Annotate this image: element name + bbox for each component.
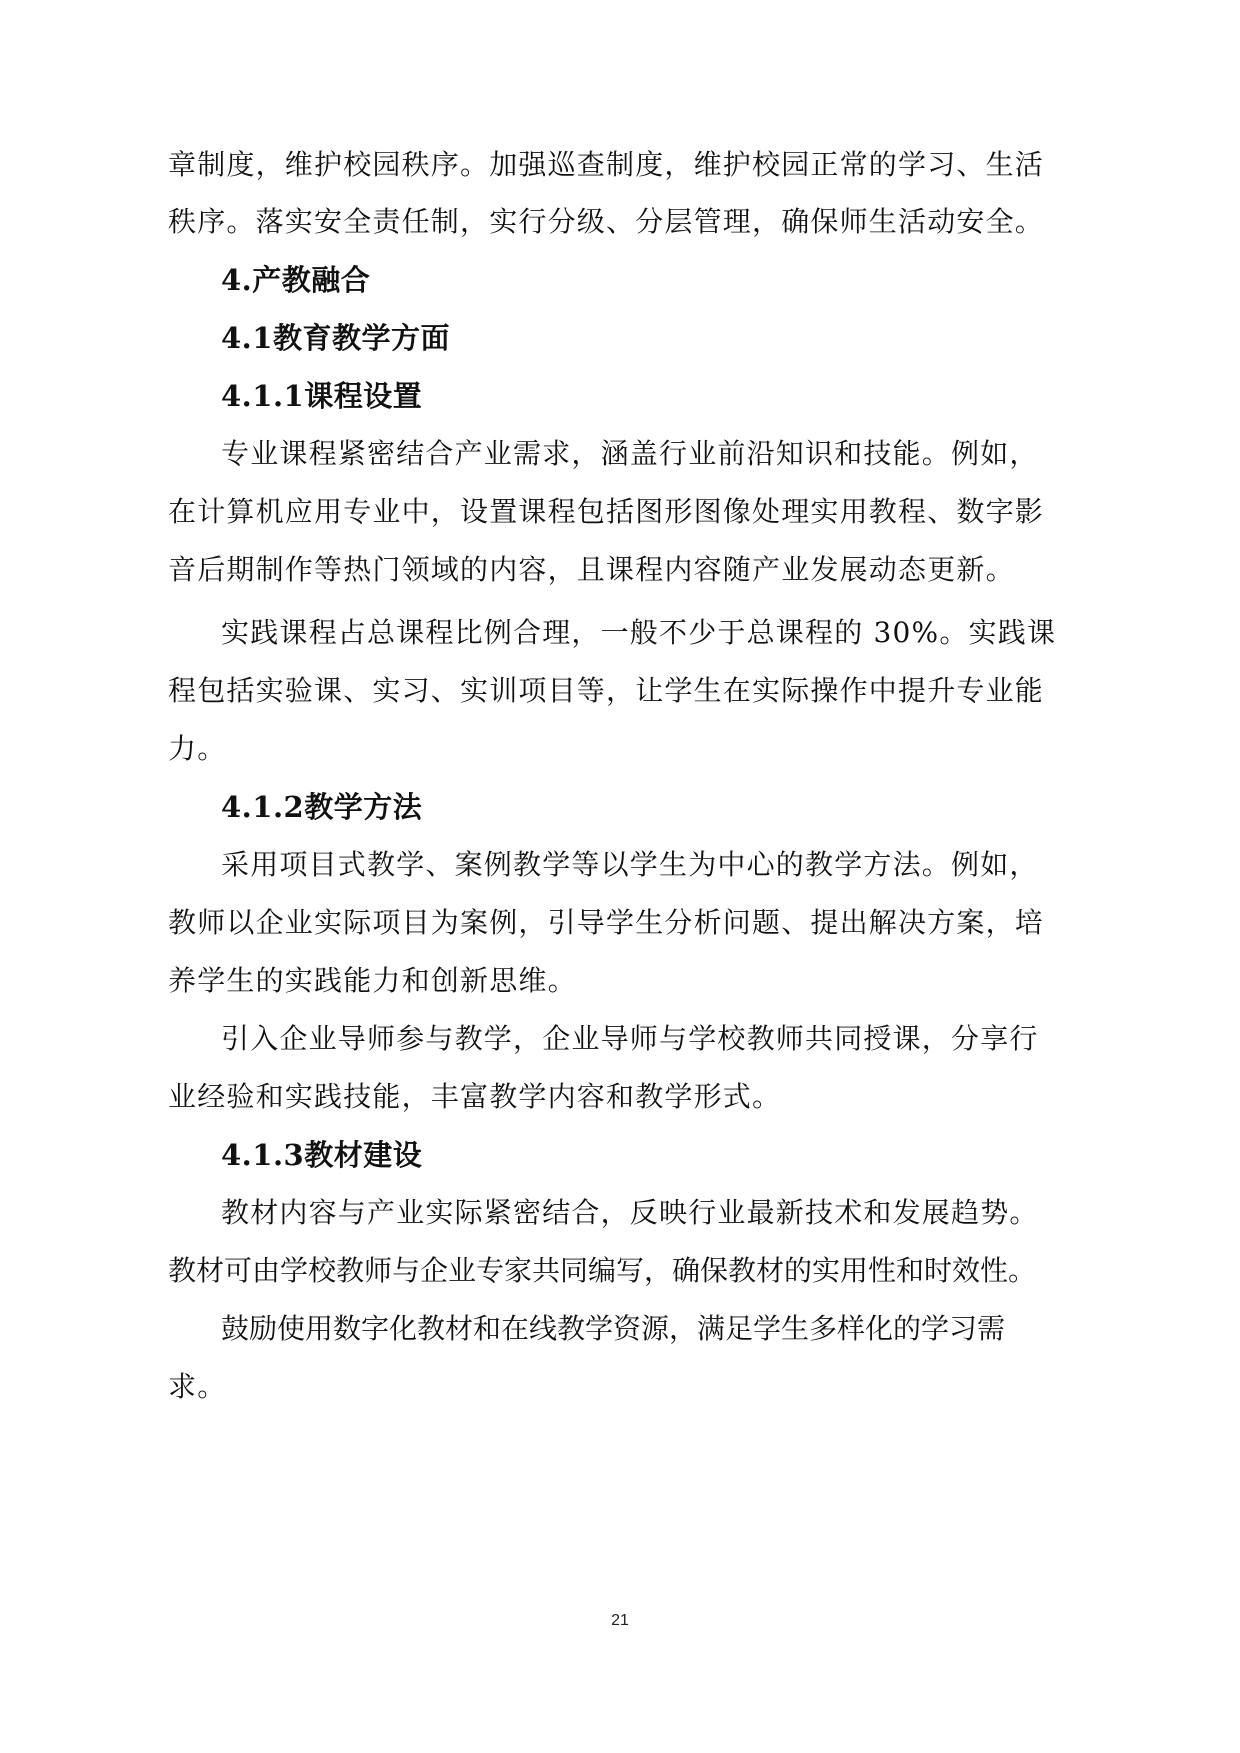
paragraph-line: 教材可由学校教师与企业专家共同编写，确保教材的实用性和时效性。 [168, 1254, 1037, 1287]
paragraph-line: 实践课程占总课程比例合理，一般不少于总课程的 30%。实践课 [221, 616, 1057, 649]
paragraph-line: 养学生的实践能力和创新思维。 [168, 964, 577, 997]
paragraph-line: 采用项目式教学、案例教学等以学生为中心的教学方法。例如， [221, 848, 1039, 881]
paragraph-line: 业经验和实践技能，丰富教学内容和教学形式。 [168, 1080, 782, 1113]
paragraph-line: 程包括实验课、实习、实训项目等，让学生在实际操作中提升专业能 [168, 674, 1045, 707]
paragraph-line: 在计算机应用专业中，设置课程包括图形图像处理实用教程、数字影 [168, 495, 1045, 528]
paragraph-line: 专业课程紧密结合产业需求，涵盖行业前沿知识和技能。例如， [221, 437, 1039, 470]
heading-4-1-2-teaching-methods: 4.1.2教学方法 [221, 790, 423, 824]
heading-4-1-1-curriculum: 4.1.1课程设置 [221, 379, 423, 413]
page-number: 21 [611, 1612, 629, 1629]
paragraph-line: 鼓励使用数字化教材和在线教学资源，满足学生多样化的学习需 [221, 1312, 1006, 1345]
paragraph-line: 求。 [168, 1370, 227, 1403]
paragraph-line: 章制度，维护校园秩序。加强巡查制度，维护校园正常的学习、生活 [168, 148, 1045, 181]
heading-4-1-education-teaching: 4.1教育教学方面 [221, 321, 450, 355]
paragraph-line: 引入企业导师参与教学，企业导师与学校教师共同授课，分享行 [221, 1022, 1039, 1055]
paragraph-line: 力。 [168, 732, 227, 765]
paragraph-line: 教师以企业实际项目为案例，引导学生分析问题、提出解决方案，培 [168, 906, 1045, 939]
heading-4-1-3-textbook-construction: 4.1.3教材建设 [221, 1138, 423, 1172]
paragraph-line: 秩序。落实安全责任制，实行分级、分层管理，确保师生活动安全。 [168, 205, 1045, 238]
heading-4-industry-education-integration: 4.产教融合 [221, 263, 371, 297]
paragraph-line: 音后期制作等热门领域的内容，且课程内容随产业发展动态更新。 [168, 553, 1015, 586]
paragraph-line: 教材内容与产业实际紧密结合，反映行业最新技术和发展趋势。 [221, 1196, 1039, 1229]
